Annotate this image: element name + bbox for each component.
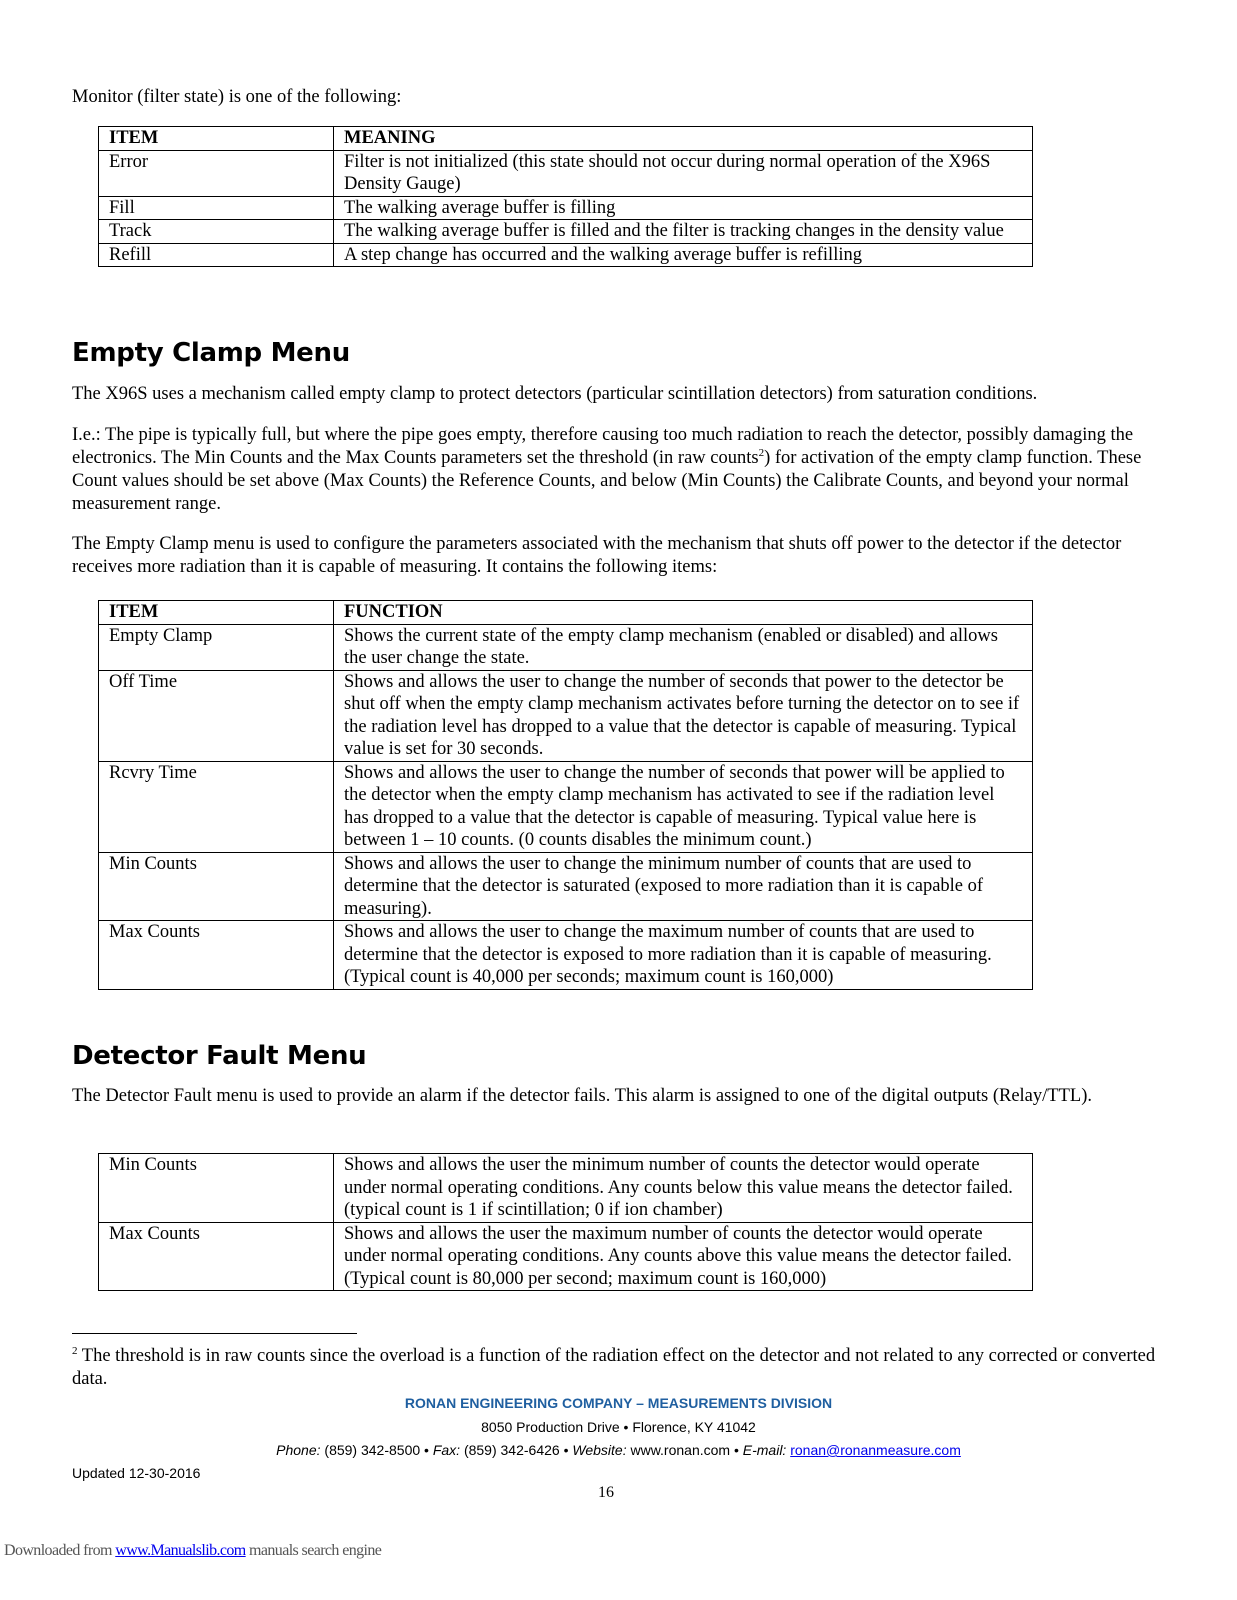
row-item: Refill: [99, 243, 334, 267]
table-header-row: [99, 601, 1033, 625]
table-row: [99, 852, 1033, 921]
table-row: [99, 921, 1033, 990]
row-function: Shows and allows the user the maximum number of counts the detector would operate under normal operating conditions. Any counts above this value means the detector failed. (Typical count is 80,000 per second; maximum count is 160,000): [334, 1222, 1033, 1291]
row-item: Max Counts: [99, 1222, 334, 1291]
row-function: Shows and allows the user to change the number of seconds that power will be applied to the detector when the empty clamp mechanism has activated to see if the radiation level has dropped to a value that the detector is capable of measuring. Typical value here is between 1 – 10 counts. (0 counts disables the minimum count.): [334, 761, 1033, 852]
page-number: 16: [598, 1484, 614, 1501]
row-meaning: A step change has occurred and the walking average buffer is refilling: [334, 243, 1033, 267]
row-function: Shows and allows the user to change the number of seconds that power to the detector be shut off when the empty clamp mechanism activates before turning the detector on to see if the radiation level has dropped to a value that the detector is capable of measuring. Typical value is set for 30 seconds.: [334, 670, 1033, 761]
table-row: [99, 670, 1033, 761]
watermark-prefix: Downloaded from: [4, 1542, 116, 1559]
row-function: Shows the current state of the empty clamp mechanism (enabled or disabled) and allows the user change the state.: [334, 624, 1033, 670]
footnote: [72, 1345, 1162, 1391]
empty-clamp-paragraph-1: The X96S uses a mechanism called empty clamp to protect detectors (particular scintillation detectors) from saturation conditions.: [72, 384, 1038, 404]
phone-label: Phone:: [276, 1442, 321, 1458]
row-item: Rcvry Time: [99, 761, 334, 852]
email-link[interactable]: ronan@ronanmeasure.com: [790, 1442, 961, 1458]
empty-clamp-table: [98, 600, 1033, 990]
column-header-meaning: MEANING: [334, 127, 1033, 151]
website-text: www.ronan.com •: [626, 1442, 743, 1458]
table-row: [99, 220, 1033, 244]
row-item: Max Counts: [99, 921, 334, 990]
column-header-item: ITEM: [99, 127, 334, 151]
footnote-marker: 2: [72, 1344, 78, 1357]
table-row: [99, 1154, 1033, 1223]
row-function: Shows and allows the user the minimum number of counts the detector would operate under normal operating conditions. Any counts below this value means the detector failed. (typical count is 1 if scintillation; 0 if ion chamber): [334, 1154, 1033, 1223]
empty-clamp-paragraph-3: The Empty Clamp menu is used to configure the parameters associated with the mechanism that shuts off power to the detector if the detector receives more radiation than it is capable of measuring. It contains the following items:: [72, 534, 1122, 577]
footnote-divider: [72, 1333, 357, 1334]
row-meaning: The walking average buffer is filled and the filter is tracking changes in the density value: [334, 220, 1033, 244]
column-header-item: ITEM: [99, 601, 334, 625]
table-row: [99, 761, 1033, 852]
paragraph-text: ) for activation of the empty clamp function. These Count values should be set above (Max Counts) the Reference Counts, and below (Min Counts) the Calibrate Counts, and beyond your normal measurement range.: [72, 448, 1142, 514]
row-item: Fill: [99, 196, 334, 220]
email-label: E-mail:: [742, 1442, 787, 1458]
column-header-function: FUNCTION: [334, 601, 1033, 625]
empty-clamp-paragraph-2: [72, 424, 1167, 516]
fax-label: Fax:: [432, 1442, 461, 1458]
footnote-reference: 2: [758, 446, 765, 459]
manualslib-link[interactable]: www.Manualslib.com: [115, 1542, 246, 1559]
detector-fault-table: [98, 1153, 1033, 1291]
footer-company: RONAN ENGINEERING COMPANY – MEASUREMENTS DIVISION: [404, 1395, 833, 1411]
footnote-text: The threshold is in raw counts since the overload is a function of the radiation effect on the detector and not related to any corrected or converted data.: [72, 1346, 1156, 1389]
table-row: [99, 196, 1033, 220]
phone-number: (859) 342-8500 •: [320, 1442, 433, 1458]
row-item: Min Counts: [99, 852, 334, 921]
row-function: Shows and allows the user to change the minimum number of counts that are used to determine that the detector is saturated (exposed to more radiation than it is capable of measuring).: [334, 852, 1033, 921]
section-heading-empty-clamp: Empty Clamp Menu: [72, 338, 350, 368]
monitor-state-table: [98, 126, 1033, 267]
section-heading-detector-fault: Detector Fault Menu: [72, 1041, 367, 1071]
row-item: Error: [99, 150, 334, 196]
row-item: Off Time: [99, 670, 334, 761]
download-watermark: [4, 1542, 381, 1560]
table-row: [99, 1222, 1033, 1291]
fax-number: (859) 342-6426 •: [460, 1442, 573, 1458]
updated-date: Updated 12-30-2016: [72, 1465, 201, 1481]
table-row: [99, 150, 1033, 196]
detector-fault-paragraph: The Detector Fault menu is used to provide an alarm if the detector fails. This alarm is assigned to one of the digital outputs (Relay/TTL).: [72, 1086, 1092, 1106]
footer-contact: [0, 1442, 1237, 1458]
table-row: [99, 624, 1033, 670]
paragraph-text: I.e.: The pipe is typically full, but where the pipe goes empty, therefore causing too much radiation to reach the detector, possibly damaging the electronics. The Min Counts and the Max Counts parameters set the threshold (in raw counts: [72, 425, 1134, 468]
table-header-row: [99, 127, 1033, 151]
website-label: Website:: [572, 1442, 627, 1458]
row-item: Empty Clamp: [99, 624, 334, 670]
row-meaning: Filter is not initialized (this state should not occur during normal operation of the X96S Density Gauge): [334, 150, 1033, 196]
row-meaning: The walking average buffer is filling: [334, 196, 1033, 220]
row-item: Track: [99, 220, 334, 244]
watermark-suffix: manuals search engine: [245, 1542, 382, 1559]
row-function: Shows and allows the user to change the maximum number of counts that are used to determine that the detector is exposed to more radiation than it is capable of measuring. (Typical count is 40,000 per seconds; maximum count is 160,000): [334, 921, 1033, 990]
row-item: Min Counts: [99, 1154, 334, 1223]
footer-address: 8050 Production Drive • Florence, KY 41042: [481, 1419, 756, 1435]
monitor-intro: Monitor (filter state) is one of the following:: [72, 87, 402, 107]
table-row: [99, 243, 1033, 267]
